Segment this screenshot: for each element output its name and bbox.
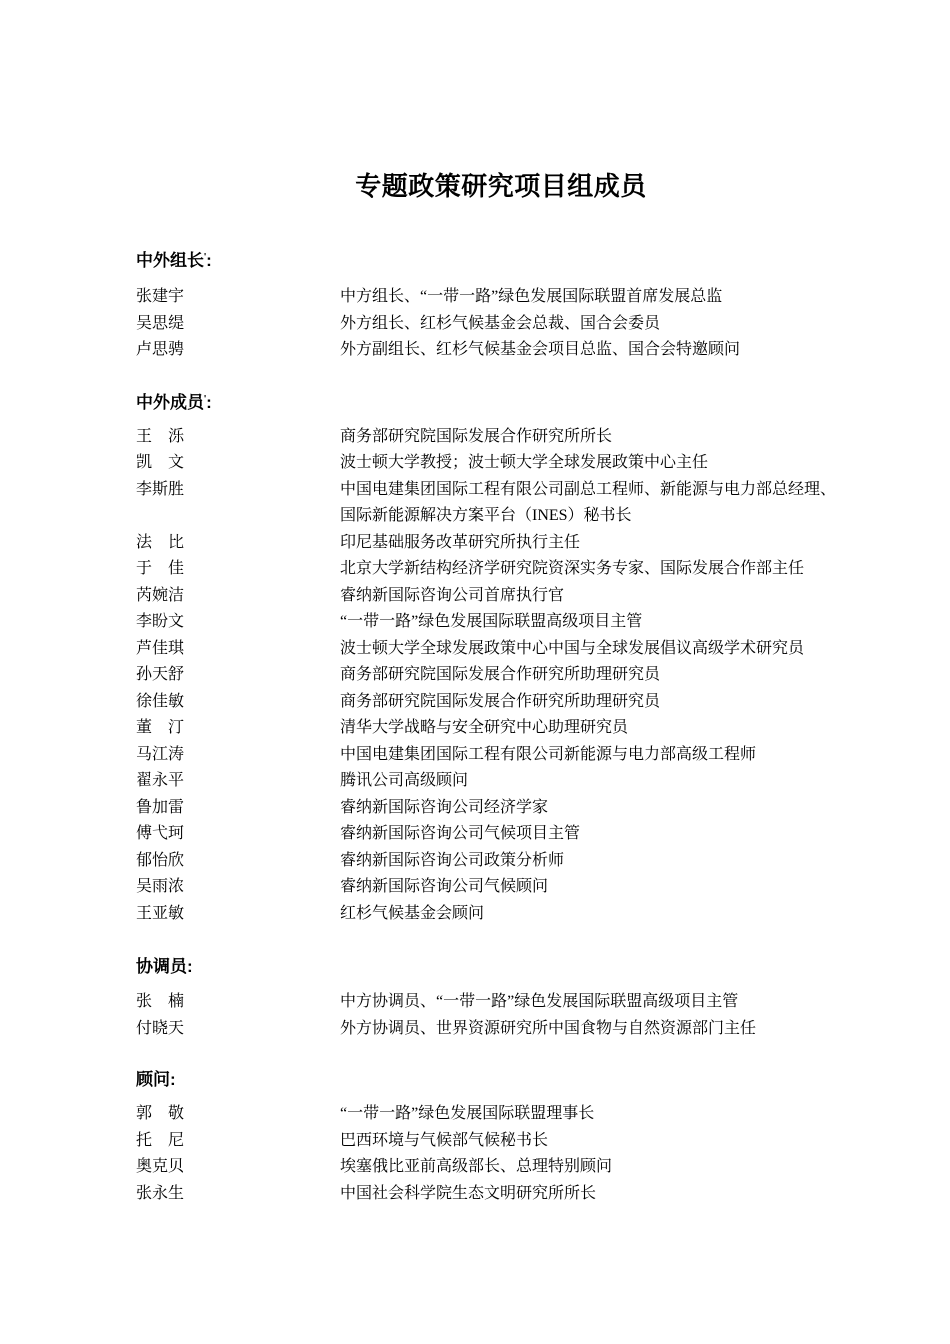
- member-role: 中方组长、“一带一路”绿色发展国际联盟首席发展总监: [340, 288, 723, 305]
- member-name: 法 比: [136, 533, 185, 551]
- page-title: 专题政策研究项目组成员: [355, 171, 647, 201]
- member-role: 商务部研究院国际发展合作研究所所长: [340, 427, 613, 445]
- member-row: [136, 1016, 866, 1043]
- member-rows: [136, 284, 866, 364]
- member-section: [136, 249, 866, 364]
- member-name: 徐佳敏: [136, 692, 185, 710]
- member-role: 睿纳新国际咨询公司气候项目主管: [340, 825, 581, 842]
- member-role: 清华大学战略与安全研究中心助理研究员: [340, 719, 629, 736]
- footnote-mark: ': [204, 251, 207, 262]
- sections-container: [136, 249, 866, 1207]
- section-heading-label: 中外成员: [136, 392, 204, 412]
- member-name: 卢思骋: [136, 341, 185, 358]
- member-name: 王 泺: [136, 427, 185, 445]
- member-row: [136, 556, 866, 583]
- member-row: [136, 848, 866, 875]
- section-heading-label: 中外组长: [136, 251, 204, 270]
- member-role: 红杉气候基金会顾问: [340, 904, 485, 922]
- member-name: 翟永平: [136, 772, 185, 789]
- section-heading: [136, 391, 866, 415]
- member-row: [136, 1181, 866, 1208]
- member-name: 凯 文: [136, 454, 185, 471]
- member-name: 吴思缇: [136, 314, 185, 332]
- member-name: 郁怡欣: [136, 851, 185, 869]
- member-role: 波士顿大学教授；波士顿大学全球发展政策中心主任: [340, 454, 709, 471]
- member-name: 张 楠: [136, 993, 185, 1010]
- member-rows: [136, 424, 866, 928]
- member-role: “一带一路”绿色发展国际联盟高级项目主管: [340, 613, 643, 630]
- member-role: 中方协调员、“一带一路”绿色发展国际联盟高级项目主管: [340, 993, 739, 1010]
- member-row: [136, 821, 866, 848]
- member-row: [136, 874, 866, 901]
- member-name: 傅弋珂: [136, 825, 185, 842]
- member-role: 睿纳新国际咨询公司政策分析师: [340, 851, 565, 869]
- member-name: 李盼文: [136, 613, 185, 630]
- member-row: [136, 424, 866, 451]
- member-role: 腾讯公司高级顾问: [340, 772, 469, 789]
- member-role: 睿纳新国际咨询公司首席执行官: [340, 586, 565, 604]
- member-row: [136, 311, 866, 338]
- member-row: [136, 530, 866, 557]
- member-role: 睿纳新国际咨询公司经济学家: [340, 798, 549, 816]
- member-row: [136, 768, 866, 795]
- member-row: [136, 901, 866, 928]
- member-role: 商务部研究院国际发展合作研究所助理研究员: [340, 692, 661, 710]
- member-role: 印尼基础服务改革研究所执行主任: [340, 533, 581, 551]
- member-name: 张建宇: [136, 288, 185, 305]
- member-name: 孙天舒: [136, 666, 185, 683]
- member-name: 郭 敬: [136, 1105, 185, 1122]
- member-role: 外方协调员、世界资源研究所中国食物与自然资源部门主任: [340, 1019, 757, 1037]
- member-name: 吴雨浓: [136, 878, 185, 895]
- member-row: [136, 689, 866, 716]
- member-row: [136, 583, 866, 610]
- member-role: 外方组长、红杉气候基金会总裁、国合会委员: [340, 314, 661, 332]
- member-name: 于 佳: [136, 560, 185, 577]
- member-section: [136, 955, 866, 1042]
- member-role: 巴西环境与气候部气候秘书长: [340, 1131, 549, 1149]
- member-role: 北京大学新结构经济学研究院资深实务专家、国际发展合作部主任: [340, 560, 805, 577]
- member-row: [136, 1101, 866, 1128]
- member-row: [136, 1128, 866, 1155]
- footnote-mark: ': [204, 392, 207, 403]
- section-heading: [136, 1068, 866, 1092]
- member-name: 芮婉洁: [136, 586, 185, 604]
- member-role: 埃塞俄比亚前高级部长、总理特别顾问: [340, 1158, 613, 1175]
- member-row: [136, 989, 866, 1016]
- member-role: “一带一路”绿色发展国际联盟理事长: [340, 1105, 595, 1122]
- member-rows: [136, 989, 866, 1042]
- member-row: [136, 450, 866, 477]
- section-heading: [136, 955, 866, 979]
- member-name: 马江涛: [136, 745, 185, 763]
- member-row: [136, 337, 866, 364]
- member-role: 睿纳新国际咨询公司气候顾问: [340, 878, 549, 895]
- member-row: [136, 795, 866, 822]
- section-heading-colon: :: [170, 1070, 176, 1089]
- member-name: 芦佳琪: [136, 639, 185, 657]
- member-row: [136, 1154, 866, 1181]
- member-section: [136, 1068, 866, 1207]
- member-name: 付晓天: [136, 1019, 185, 1037]
- member-row: [136, 742, 866, 769]
- member-role: 波士顿大学全球发展政策中心中国与全球发展倡议高级学术研究员: [340, 639, 805, 657]
- member-role: 中国电建集团国际工程有限公司新能源与电力部高级工程师: [340, 745, 757, 763]
- member-name: 王亚敏: [136, 904, 185, 922]
- member-role: 外方副组长、红杉气候基金会项目总监、国合会特邀顾问: [340, 341, 741, 358]
- member-row: [136, 284, 866, 311]
- member-name: 李斯胜: [136, 480, 185, 498]
- member-role: 中国电建集团国际工程有限公司副总工程师、新能源与电力部总经理、国际新能源解决方案平台（INES）秘书长: [340, 480, 837, 524]
- member-row: [136, 609, 866, 636]
- member-name: 董 汀: [136, 719, 185, 736]
- section-heading: [136, 249, 866, 273]
- member-row: [136, 715, 866, 742]
- member-name: 奥克贝: [136, 1158, 185, 1175]
- member-section: [136, 391, 866, 928]
- member-name: 鲁加雷: [136, 798, 185, 816]
- section-heading-colon: :: [206, 251, 212, 270]
- member-row: [136, 662, 866, 689]
- member-row: [136, 477, 866, 530]
- section-heading-colon: :: [206, 392, 212, 412]
- member-name: 托 尼: [136, 1131, 185, 1149]
- member-row: [136, 636, 866, 663]
- section-heading-label: 顾问: [136, 1070, 170, 1089]
- member-role: 中国社会科学院生态文明研究所所长: [340, 1184, 597, 1202]
- member-role: 商务部研究院国际发展合作研究所助理研究员: [340, 666, 661, 683]
- section-heading-colon: :: [187, 957, 193, 976]
- member-name: 张永生: [136, 1184, 185, 1202]
- section-heading-label: 协调员: [136, 957, 187, 976]
- member-rows: [136, 1101, 866, 1207]
